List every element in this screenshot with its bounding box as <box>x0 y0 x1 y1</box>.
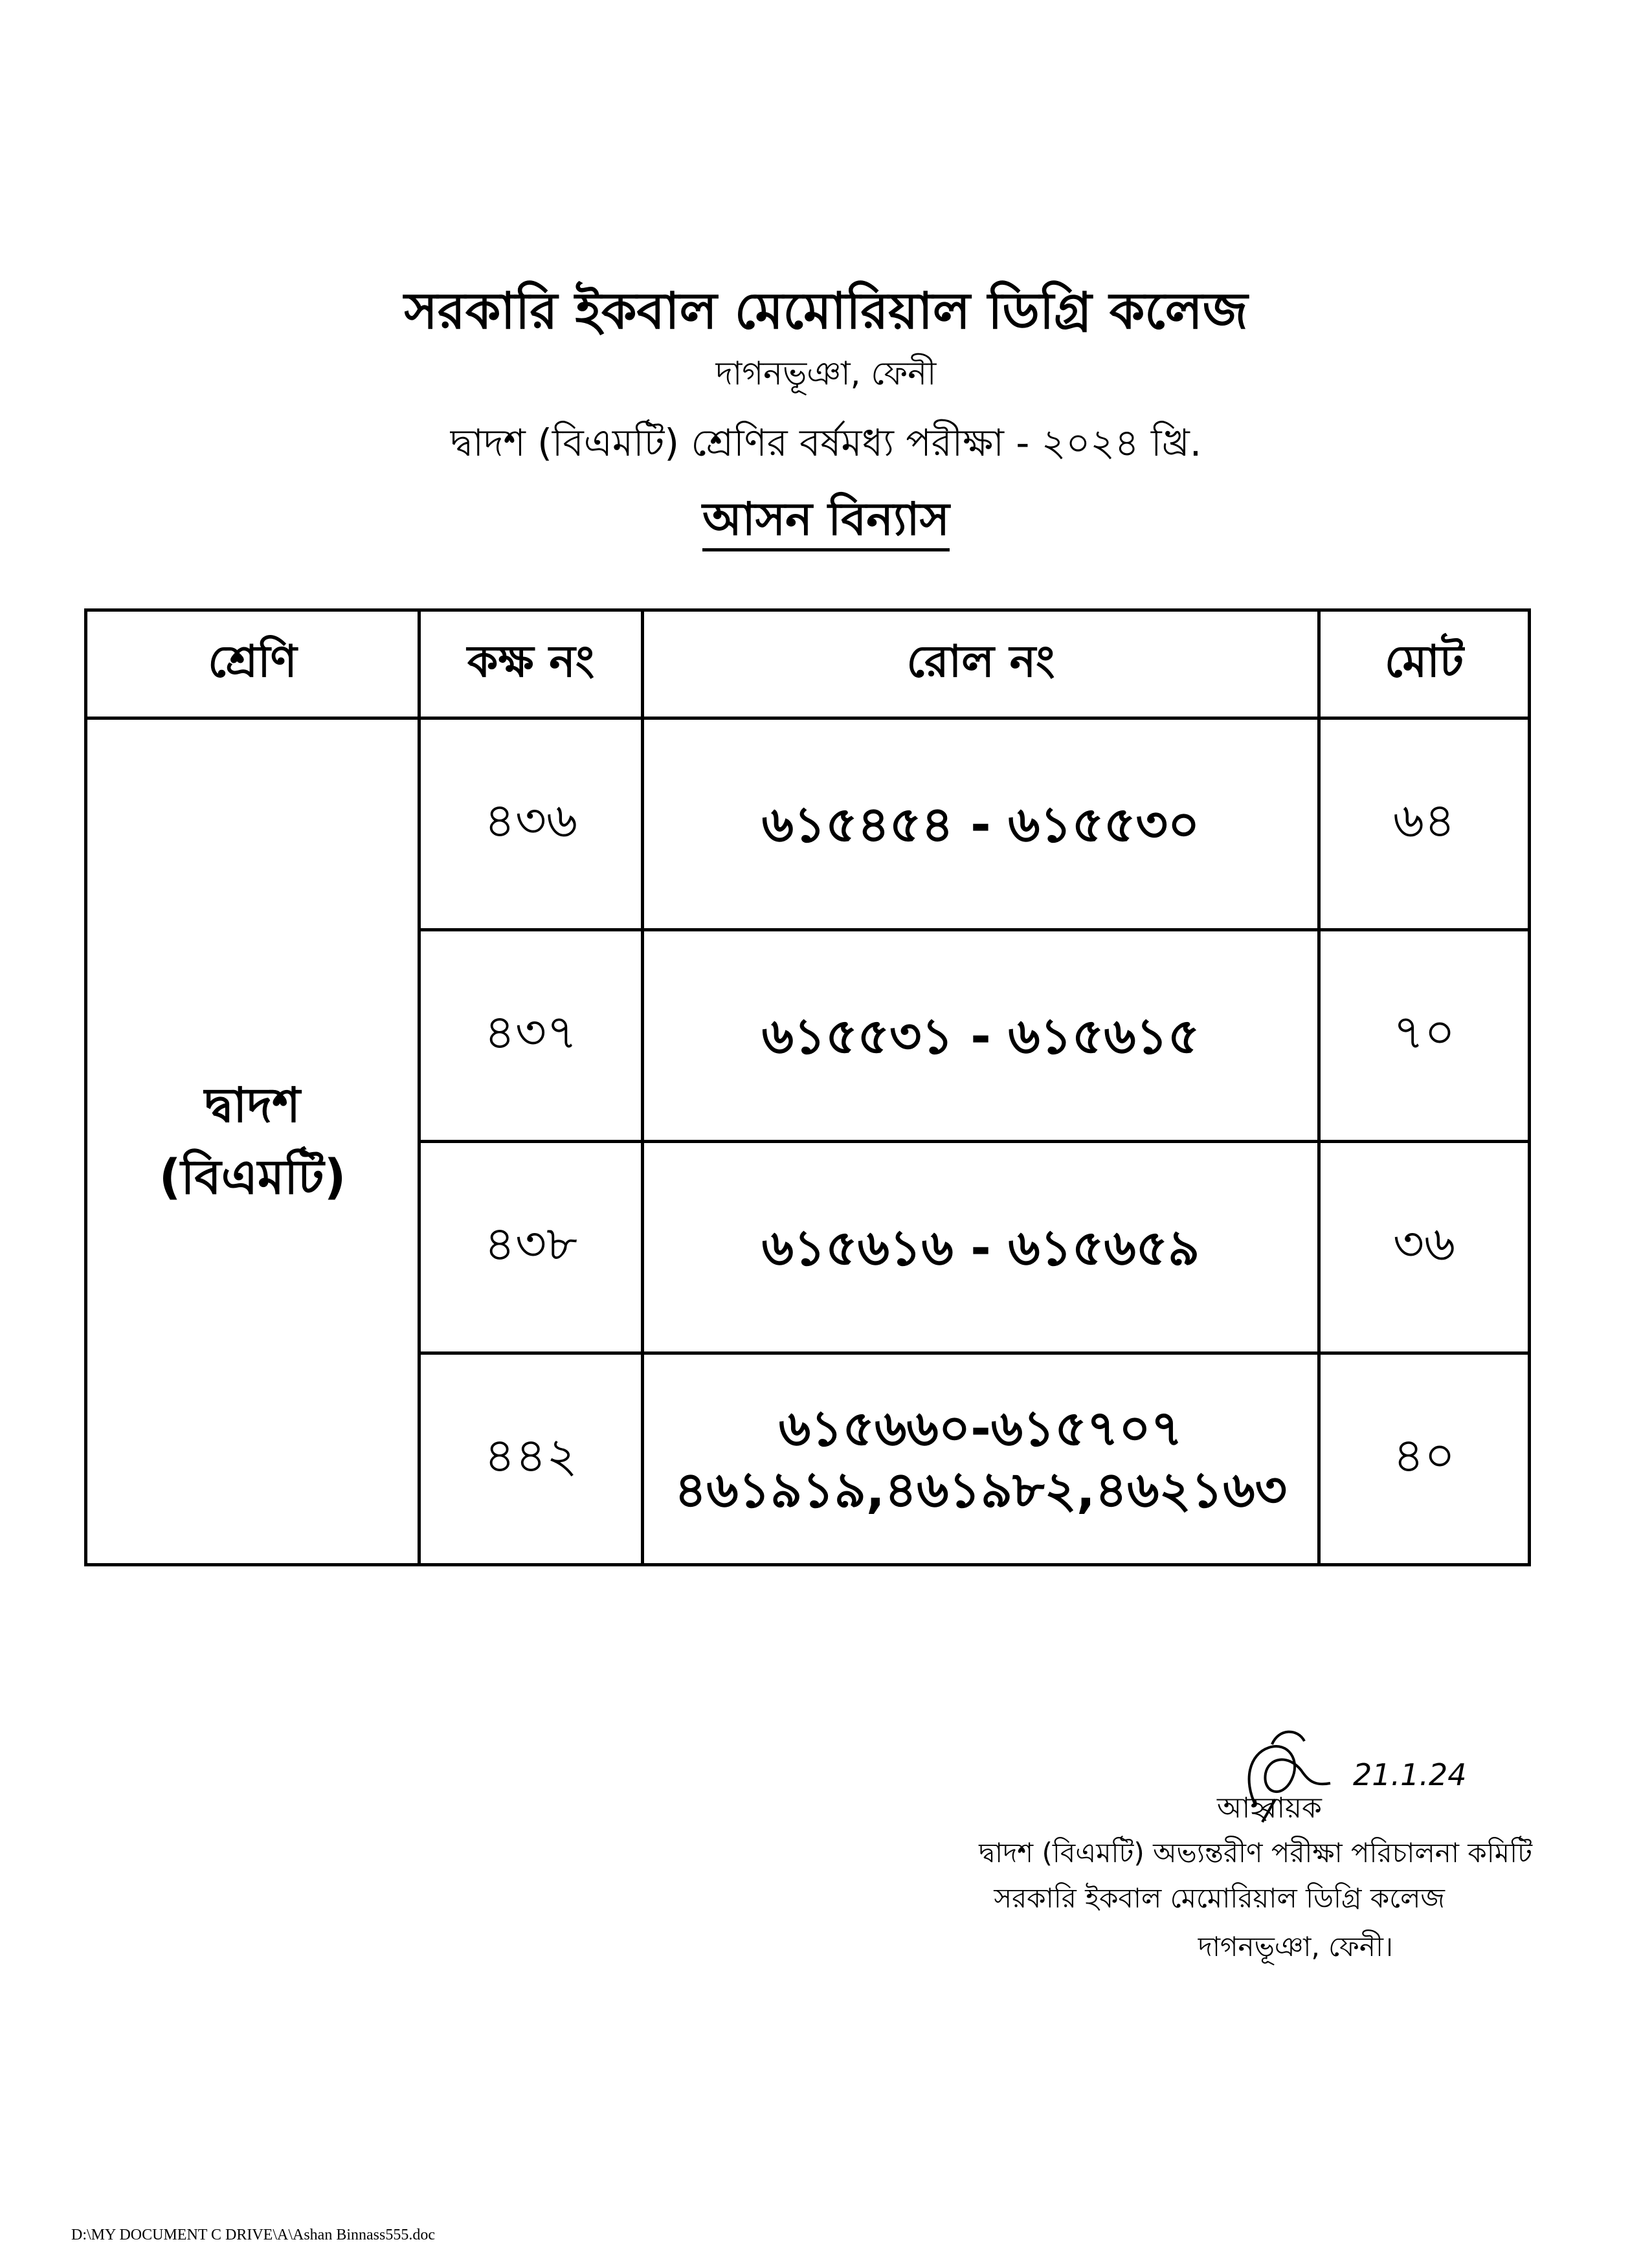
total-count: ৩৬ <box>1319 1142 1530 1353</box>
class-group: (বিএমটি) <box>159 1149 346 1205</box>
room-number: ৪৩৭ <box>419 930 643 1142</box>
roll-range: ৬১৫৪৫৪ - ৬১৫৫৩০ <box>643 718 1319 930</box>
class-name: দ্বাদশ <box>204 1077 301 1133</box>
header-roll-no: রোল নং <box>643 610 1319 718</box>
convener-title: আহ্বায়ক <box>1217 1792 1322 1825</box>
roll-range: ৬১৫৫৩১ - ৬১৫৬১৫ <box>643 930 1319 1142</box>
room-number: ৪৩৬ <box>419 718 643 930</box>
seat-plan-heading <box>0 484 1652 560</box>
total-count: ৭০ <box>1319 930 1530 1142</box>
roll-range: ৬১৫৬৬০-৬১৫৭০৭ <box>778 1399 1183 1457</box>
seat-plan-table <box>84 608 1531 1566</box>
table-header-row <box>86 610 1530 718</box>
college-name: সরকারি ইকবাল মেমোরিয়াল ডিগ্রি কলেজ <box>404 282 1248 340</box>
total-count: ৬৪ <box>1319 718 1530 930</box>
exam-title: দ্বাদশ (বিএমটি) শ্রেণির বর্ষমধ্য পরীক্ষা - ২০২৪ খ্রি. <box>450 421 1202 465</box>
header-class: শ্রেণি <box>86 610 419 718</box>
college-location: দাগনভূঞা, ফেনী <box>715 355 937 392</box>
room-number: ৪৪২ <box>419 1353 643 1565</box>
header-total: মোট <box>1319 610 1530 718</box>
seat-plan-heading-text: আসন বিন্যাস <box>702 493 950 551</box>
file-path: D:\MY DOCUMENT C DRIVE\A\Ashan Binnass555.doc <box>71 2227 435 2243</box>
header-room-no: কক্ষ নং <box>419 610 643 718</box>
signature-location: দাগনভূঞা, ফেনী। <box>1198 1931 1393 1962</box>
total-count: ৪০ <box>1319 1353 1530 1565</box>
roll-range-cell <box>643 1353 1319 1565</box>
table-row <box>86 718 1530 930</box>
roll-range: ৬১৫৬১৬ - ৬১৫৬৫৯ <box>643 1142 1319 1353</box>
signature-date: 21.1.24 <box>1353 1757 1467 1792</box>
class-cell <box>86 718 419 1565</box>
roll-extra: ৪৬১৯১৯,৪৬১৯৮২,৪৬২১৬৩ <box>674 1461 1288 1518</box>
committee-name: দ্বাদশ (বিএমটি) অভ্যন্তরীণ পরীক্ষা পরিচালনা কমিটি <box>979 1837 1532 1869</box>
room-number: ৪৩৮ <box>419 1142 643 1353</box>
signature-college: সরকারি ইকবাল মেমোরিয়াল ডিগ্রি কলেজ <box>994 1882 1445 1914</box>
